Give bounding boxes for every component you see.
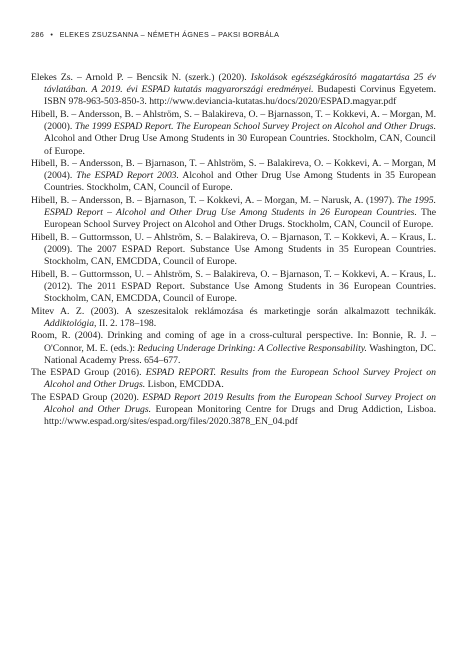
header-authors: ELEKES ZSUZSANNA – NÉMETH ÁGNES – PAKSI BORBÁLA xyxy=(59,30,280,39)
reference-item: Mitev A. Z. (2003). A szeszesitalok reklámozása és marketingje során alkalmazott technikák. Addiktológia, II. 2. 178–198. xyxy=(31,305,436,329)
reference-item: Hibell, B. – Guttormsson, U. – Ahlström, S. – Balakireva, O. – Bjarnason, T. – Kokkevi, A. – Kraus, L. (2012). The 2011 ESPAD Report. Substance Use Among Students in 36 European Countries. Stockholm, CAN, EMCDDA, Council of Europe. xyxy=(31,268,436,305)
reference-item: Hibell, B. – Andersson, B. – Bjarnason, T. – Ahlström, S. – Balakireva, O. – Kokkevi, A. – Morgan, M (2004). The ESPAD Report 2003. Alcohol and Other Drug Use Among Students in 35 European Countries. Stockholm, CAN, Council of Europe. xyxy=(31,158,437,194)
reference-list xyxy=(31,72,436,429)
reference-item: Elekes Zs. – Arnold P. – Bencsik N. (szerk.) (2020). Iskolások egészségkárosító magatartása 25 év távlatában. A 2019. évi ESPAD kutatás magyarországi eredményei. Budapesti Corvinus Egyetem. ISBN 978-963-503-850-3. http://www.deviancia-kutatas.hu/docs/2020/ESPAD.magyar.pdf xyxy=(31,72,436,108)
header-separator: • xyxy=(50,30,54,39)
reference-item: Hibell, B. – Guttormsson, U. – Ahlström, S. – Balakireva, O. – Bjarnason, T. – Kokkevi, A. – Kraus, L. (2009). The 2007 ESPAD Report. Substance Use Among Students in 35 European Countries. Stockholm, CAN, EMCDDA, Council of Europe. xyxy=(31,231,436,268)
reference-item: Hibell, B. – Andersson, B. – Bjarnason, T. – Kokkevi, A. – Morgan, M. – Narusk, A. (1997). The 1995. ESPAD Report – Alcohol and Other Drug Use Among Students in 26 European Countries. The European School Survey Project on Alcohol and Other Drugs. Stockholm, CAN, Council of Europe. xyxy=(31,194,437,231)
reference-item: Room, R. (2004). Drinking and coming of age in a cross-cultural perspective. In: Bonnie, R. J. – O'Connor, M. E. (eds.): Reducing Underage Drinking: A Collective Responsability. Washington, DC. National Academy Press. 654–677. xyxy=(31,330,436,366)
reference-item: The ESPAD Group (2016). ESPAD REPORT. Results from the European School Survey Project on Alcohol and Other Drugs. Lisbon, EMCDDA. xyxy=(31,367,436,391)
page-number: 286 xyxy=(31,30,45,39)
reference-item: Hibell, B. – Andersson, B. – Ahlström, S. – Balakireva, O. – Bjarnasson, T. – Kokkevi, A. – Morgan, M. (2000). The 1999 ESPAD Report. The European School Survey Project on Alcohol and Other Drugs. Alcohol and Other Drug Use Among Students in 30 European Countries. Stockholm, CAN, Council of Europe. xyxy=(31,108,436,157)
reference-item: The ESPAD Group (2020). ESPAD Report 2019 Results from the European School Survey Project on Alcohol and Other Drugs. European Monitoring Centre for Drugs and Drug Addiction, Lisboa. http://www.espad.org/sites/espad.org/files/2020.3878_EN_04.pdf xyxy=(31,391,437,428)
running-head xyxy=(31,30,279,39)
